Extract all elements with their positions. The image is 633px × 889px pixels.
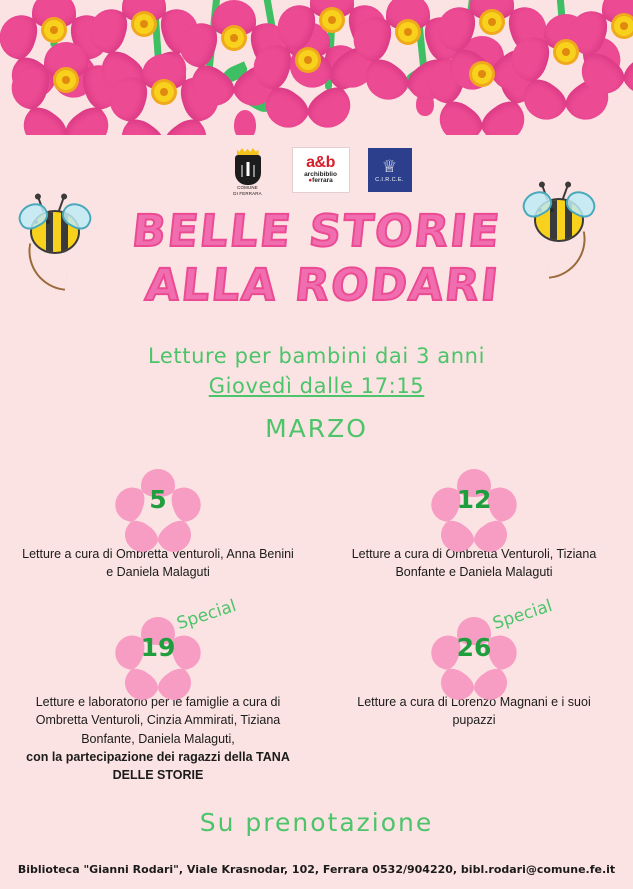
archibiblio-city: ferrara — [312, 177, 333, 185]
event-day-number: 19 — [140, 632, 176, 662]
events-row-2 — [0, 596, 633, 784]
event-cell-5 — [0, 455, 316, 581]
comune-logo-line2: DI FERRARA — [233, 190, 262, 196]
comune-di-ferrara-logo — [222, 144, 274, 196]
poster-title — [0, 205, 633, 312]
event-cell-26 — [316, 596, 632, 784]
archibiblio-logo-main: a&b — [306, 153, 335, 171]
event-description: Letture a cura di Ombretta Venturoli, Tiziana Bonfante e Daniela Malaguti — [351, 547, 597, 580]
comune-logo-line1: COMUNE — [237, 185, 258, 190]
title-line-1: BELLE STORIE — [129, 206, 504, 257]
event-description: Letture a cura di Ombretta Venturoli, Anna Benini e Daniela Malaguti — [22, 547, 294, 580]
flower-bud — [234, 110, 256, 135]
schedule-text: Giovedì dalle 17:15 — [208, 374, 425, 398]
events-row-1 — [0, 455, 633, 581]
event-day-number: 5 — [149, 484, 167, 514]
event-special-badge: Special — [490, 596, 555, 635]
title-line-2: ALLA RODARI — [143, 259, 503, 311]
booking-notice: Su prenotazione — [199, 808, 434, 837]
date-flower-icon — [438, 596, 555, 683]
circe-logo — [368, 148, 412, 192]
archibiblio-ferrara-logo — [292, 147, 350, 193]
event-description-text: Letture e laboratorio per le famiglie a cura di Ombretta Venturoli, Cinzia Ammirati, Tiziana Bonfante, Daniela Malaguti, — [35, 695, 281, 746]
month-heading: MARZO — [265, 414, 368, 443]
crest-icon — [235, 155, 261, 185]
events-grid — [0, 455, 633, 784]
event-description-bold: con la partecipazione dei ragazzi della TANA DELLE STORIE — [26, 749, 290, 782]
circe-logo-text: C.I.R.C.E. — [375, 176, 404, 183]
flower-blossom — [578, 0, 633, 72]
poster-subtitle-block — [0, 344, 633, 443]
floral-header-banner — [0, 0, 633, 135]
event-description: Letture a cura di Lorenzo Magnani e i suoi pupazzi — [357, 695, 591, 728]
date-flower-icon — [438, 463, 510, 535]
event-cell-19 — [0, 596, 316, 784]
event-cell-12 — [316, 455, 632, 581]
event-day-number: 12 — [456, 484, 492, 514]
date-flower-icon — [122, 596, 239, 683]
event-day-number: 26 — [456, 632, 492, 662]
date-flower-icon — [122, 463, 194, 535]
archibiblio-bullet-icon: ● — [308, 177, 313, 185]
event-description — [22, 693, 294, 784]
circe-symbol-icon: ♕ — [381, 156, 398, 176]
audience-subtitle: Letture per bambini dai 3 anni — [147, 344, 486, 368]
contact-footer: Biblioteca "Gianni Rodari", Viale Krasnodar, 102, Ferrara 0532/904220, bibl.rodari@comune.fe.it — [17, 863, 616, 876]
event-special-badge: Special — [174, 596, 239, 635]
archibiblio-logo-sub2 — [308, 178, 333, 185]
archibiblio-logo-sub: archibiblio — [304, 170, 337, 178]
